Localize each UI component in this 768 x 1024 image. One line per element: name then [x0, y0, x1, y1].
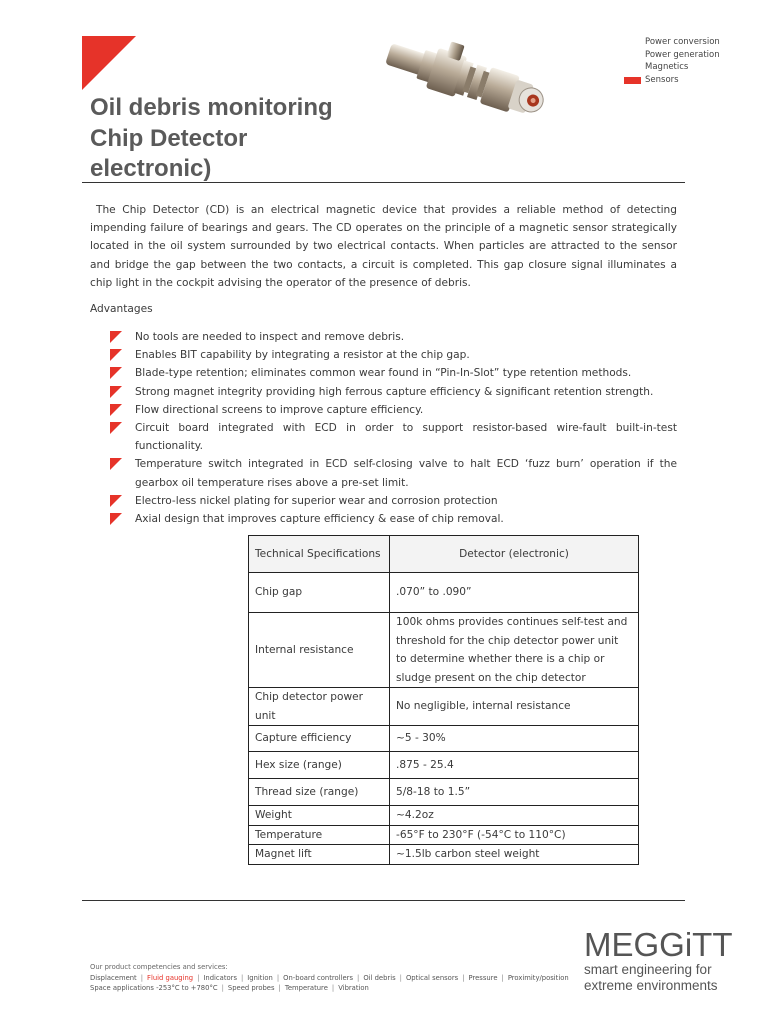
spec-name: Thread size (range)	[249, 779, 390, 806]
table-header-row	[249, 536, 639, 573]
spec-name: Temperature	[249, 825, 390, 845]
list-item	[110, 455, 677, 491]
spec-name: Internal resistance	[249, 613, 390, 688]
category-magnetics	[624, 61, 720, 74]
spec-value: ~5 - 30%	[390, 726, 639, 752]
footer-competency-item: On-board controllers	[283, 974, 354, 982]
footer-separator: |	[501, 974, 504, 982]
category-power-generation	[624, 49, 720, 62]
advantages-list	[110, 328, 677, 528]
page-title	[90, 93, 420, 185]
spec-value: -65°F to 230°F (-54°C to 110°C)	[390, 825, 639, 845]
logo-tagline-1: smart engineering for	[584, 962, 712, 977]
red-corner-triangle	[82, 36, 136, 90]
table-row	[249, 573, 639, 613]
category-label: Power conversion	[645, 37, 720, 47]
footer-separator: |	[357, 974, 360, 982]
footer-competency-item: Speed probes	[227, 984, 275, 992]
list-item	[110, 419, 677, 455]
table-row	[249, 806, 639, 826]
spec-name: Capture efficiency	[249, 726, 390, 752]
spec-value: No negligible, internal resistance	[390, 688, 639, 726]
logo-tagline-2: extreme environments	[584, 977, 718, 993]
footer-competency-item: Fluid gauging	[147, 974, 194, 982]
footer-competency-item: Indicators	[203, 974, 237, 982]
footer-competency-item: Temperature	[284, 984, 328, 992]
list-item	[110, 401, 677, 419]
advantages-heading: Advantages	[90, 303, 153, 315]
table-row	[249, 825, 639, 845]
table-header-cell: Technical Specifications	[249, 536, 390, 573]
advantage-text: No tools are needed to inspect and remove debris.	[135, 331, 405, 343]
footer-competency-item: Displacement	[90, 974, 137, 982]
footer-competency-item: Pressure	[468, 974, 498, 982]
red-arrow-icon	[110, 495, 122, 507]
spec-name: Chip detector power unit	[249, 688, 390, 726]
spec-name: Chip gap	[249, 573, 390, 613]
table-row	[249, 613, 639, 688]
category-marker	[624, 77, 641, 84]
advantage-text: Enables BIT capability by integrating a resistor at the chip gap.	[135, 349, 470, 362]
list-item	[110, 346, 677, 364]
footer-separator: |	[197, 974, 200, 982]
red-arrow-icon	[110, 367, 122, 379]
footer-separator: |	[221, 984, 224, 992]
intro-paragraph: The Chip Detector (CD) is an electrical magnetic device that provides a reliable method of detecting impending failure of bearings and gears. The CD operates on the principle of a magnetic sensor strategically located in the oil system surrounded by two electrical contacts. When particles are attracted to the sensor and bridge the gap between the two contacts, a circuit is completed. This gap closure signal illuminates a chip light in the cockpit advising the operator of the presence of debris.	[90, 204, 677, 289]
meggitt-logo	[584, 926, 733, 993]
spec-value: .875 - 25.4	[390, 752, 639, 779]
spec-value: .070” to .090”	[390, 573, 639, 613]
footer-competencies-label: Our product competencies and services:	[90, 963, 228, 971]
spec-name: Hex size (range)	[249, 752, 390, 779]
spec-name: Weight	[249, 806, 390, 826]
category-power-conversion	[624, 36, 720, 49]
footer-separator: |	[140, 974, 144, 982]
footer-separator: |	[399, 974, 402, 982]
product-category-list	[624, 36, 720, 86]
advantage-text: Circuit board integrated with ECD in order to support resistor-based wire-fault built-in-test functionality.	[135, 422, 677, 453]
category-sensors	[624, 74, 720, 87]
list-item	[110, 364, 677, 382]
red-arrow-icon	[110, 386, 122, 398]
advantage-text: Strong magnet integrity providing high ferrous capture efficiency & significant retention strength.	[135, 385, 654, 398]
red-arrow-icon	[110, 349, 122, 361]
red-arrow-icon	[110, 331, 122, 343]
footer-separator: |	[462, 974, 465, 982]
advantage-text: Blade-type retention; eliminates common wear found in “Pin-In-Slot” type retention methods.	[135, 367, 632, 380]
red-arrow-icon	[110, 422, 122, 434]
footer-separator: |	[241, 974, 244, 982]
category-label: Power generation	[645, 49, 720, 60]
footer-competency-item: Ignition	[247, 974, 273, 982]
table-row	[249, 726, 639, 752]
advantage-text: Axial design that improves capture efficiency & ease of chip removal.	[135, 513, 504, 526]
table-row	[249, 779, 639, 806]
title-line-2: Chip Detector	[90, 124, 248, 152]
technical-specifications-table	[248, 535, 639, 865]
advantage-text: Temperature switch integrated in ECD self-closing valve to halt ECD ‘fuzz burn’ operation if the gearbox oil temperature rises above a pre-set limit.	[135, 458, 677, 489]
list-item	[110, 383, 677, 401]
title-line-3: electronic)	[90, 155, 212, 182]
list-item	[110, 510, 677, 528]
footer-separator: |	[278, 984, 281, 992]
footer-competency-item: Oil debris	[363, 974, 396, 982]
list-item	[110, 328, 677, 346]
spec-value: ~4.2oz	[390, 806, 639, 826]
footer-competency-item: Vibration	[338, 984, 369, 992]
table-row	[249, 752, 639, 779]
list-item	[110, 492, 677, 510]
footer-competencies-line-2	[90, 984, 369, 992]
advantage-text: Flow directional screens to improve capture efficiency.	[135, 403, 424, 416]
spec-value: 100k ohms provides continues self-test and threshold for the chip detector power unit to determine whether there is a chip or sludge present on the chip detector	[390, 613, 639, 688]
footer-competency-item: Proximity/position	[507, 974, 569, 982]
logo-wordmark: MEGGiTT	[584, 926, 733, 963]
footer-separator: |	[276, 974, 280, 982]
footer-competencies-line-1	[90, 974, 569, 982]
category-label: Magnetics	[645, 62, 689, 72]
table-row	[249, 845, 639, 865]
title-divider	[82, 182, 685, 183]
table-header-cell: Detector (electronic)	[390, 536, 639, 573]
spec-name: Magnet lift	[249, 845, 390, 865]
red-arrow-icon	[110, 404, 122, 416]
table-row	[249, 688, 639, 726]
spec-value: ~1.5lb carbon steel weight	[390, 845, 639, 865]
footer-separator: |	[331, 984, 335, 992]
title-line-1: Oil debris monitoring	[90, 94, 333, 121]
footer-competency-item: Optical sensors	[405, 974, 459, 982]
advantage-text: Electro-less nickel plating for superior wear and corrosion protection	[135, 494, 498, 507]
footer-divider	[82, 900, 685, 901]
red-arrow-icon	[110, 458, 122, 470]
footer-competency-item: Space applications -253°C to +780°C	[90, 984, 218, 992]
spec-value: 5/8-18 to 1.5”	[390, 779, 639, 806]
red-arrow-icon	[110, 513, 122, 525]
category-label: Sensors	[645, 74, 679, 85]
